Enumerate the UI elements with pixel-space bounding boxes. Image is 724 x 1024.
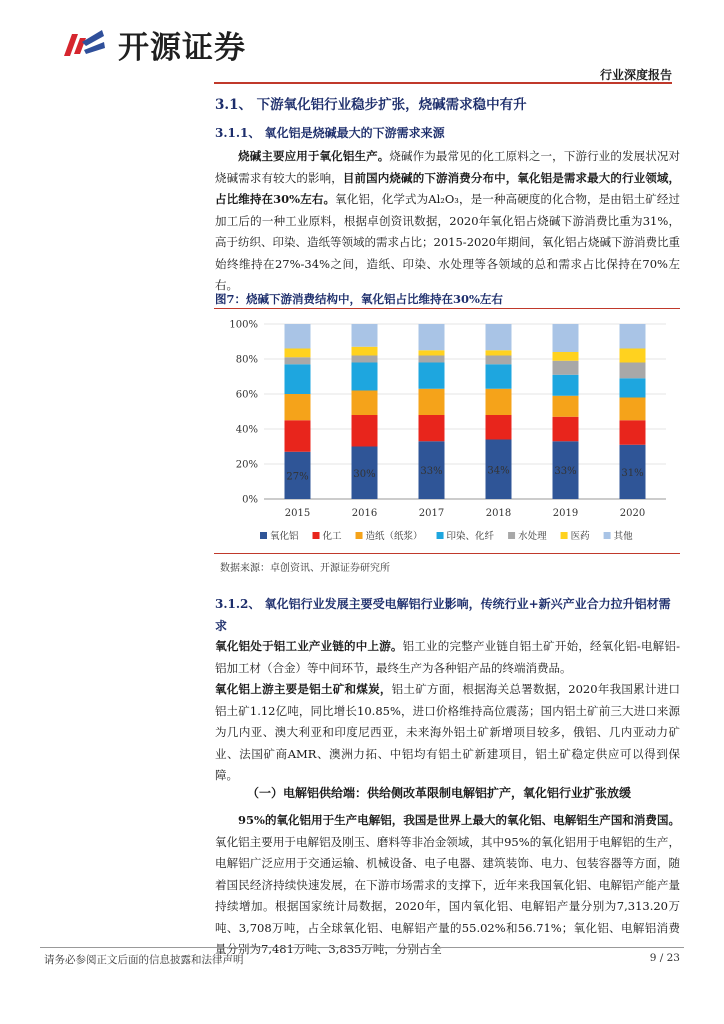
data-label: 27% — [286, 471, 309, 483]
bar-segment — [419, 363, 445, 389]
footer-divider — [40, 947, 684, 948]
figure-bottom-rule — [214, 553, 680, 554]
bar-segment — [285, 324, 311, 349]
y-tick-label: 100% — [229, 319, 258, 331]
x-tick-label: 2018 — [485, 508, 512, 519]
legend-label: 水处理 — [518, 531, 547, 542]
bar-segment — [419, 356, 445, 363]
data-label: 33% — [420, 466, 443, 478]
bar-segment — [486, 364, 512, 389]
y-tick-label: 60% — [235, 389, 258, 401]
bar-segment — [285, 349, 311, 358]
data-label: 30% — [353, 468, 376, 480]
x-tick-label: 2020 — [619, 508, 646, 519]
legend-label: 其他 — [613, 531, 633, 542]
legend-label: 医药 — [570, 531, 590, 542]
bar-segment — [486, 324, 512, 350]
bar-segment — [285, 420, 311, 452]
legend-swatch — [437, 532, 444, 539]
bar-segment — [620, 324, 646, 349]
text-run: 氧化铝，化学式为Al₂O₃，是一种高硬度的化合物，是由铝土矿经过加工后的一种工业原料，根据卓创资讯数据，2020年氧化铝占烧碱下游消费比重为31%，高于纺织、印染、造纸等领域的需求占比；2015-2020年期间，氧化铝占烧碱下游消费比重始终维持在27%-34%之间，造纸、印染、水处理等各领域的总和需求占比保持在70%左右。 — [215, 192, 680, 292]
bar-segment — [553, 396, 579, 417]
legend-swatch — [260, 532, 267, 539]
legend-label: 化工 — [322, 531, 342, 542]
y-tick-label: 80% — [235, 354, 258, 366]
bar-segment — [486, 356, 512, 365]
bar-segment — [352, 324, 378, 347]
paragraph-1 — [215, 146, 680, 297]
bar-segment — [486, 415, 512, 440]
sub-heading: （一）电解铝供给端：供给侧改革限制电解铝扩产，氧化铝行业扩张放缓 — [247, 786, 632, 800]
bar-segment — [352, 347, 378, 356]
bar-segment — [553, 352, 579, 361]
bar-segment — [285, 364, 311, 394]
legend-swatch — [561, 532, 568, 539]
stacked-bar-chart — [214, 310, 680, 550]
report-type-label: 行业深度报告 — [599, 68, 672, 82]
bar-segment — [486, 350, 512, 355]
y-tick-label: 40% — [235, 424, 258, 436]
bar-segment — [419, 389, 445, 415]
figure-top-rule — [214, 308, 680, 309]
text-run: 目前国内烧碱的下游消费分布中，氧化铝是需求最大的行业领域，占比维持在30%左右。 — [215, 170, 681, 206]
legend-swatch — [604, 532, 611, 539]
subsection-heading-2: 3.1.2、 氧化铝行业发展主要受电解铝行业影响，传统行业+新兴产业合力拉升铝材需求 — [215, 597, 671, 633]
bar-segment — [620, 363, 646, 379]
legend-label: 造纸（纸浆） — [365, 531, 423, 542]
text-run: 烧碱主要应用于氧化铝生产。 — [238, 149, 390, 163]
bar-segment — [352, 391, 378, 416]
figure-source: 数据来源：卓创资讯、开源证券研究所 — [220, 563, 390, 574]
x-tick-label: 2017 — [418, 508, 445, 519]
bar-segment — [419, 350, 445, 355]
y-tick-label: 0% — [242, 494, 258, 506]
x-tick-label: 2019 — [552, 508, 579, 519]
bar-segment — [553, 361, 579, 375]
bar-segment — [352, 356, 378, 363]
bar-segment — [486, 389, 512, 415]
y-tick-label: 20% — [235, 459, 258, 471]
data-label: 34% — [487, 465, 510, 477]
bar-segment — [620, 378, 646, 397]
x-tick-label: 2016 — [351, 508, 378, 519]
bar-segment — [620, 420, 646, 445]
legend-label: 印染、化纤 — [446, 531, 495, 542]
section-heading: 3.1、 下游氧化铝行业稳步扩张，烧碱需求稳中有升 — [215, 97, 527, 113]
subsection-heading: 3.1.1、 氧化铝是烧碱最大的下游需求来源 — [215, 126, 445, 140]
company-name: 开源证券 — [118, 30, 246, 66]
text-run: 烧碱作为最常见的化工原料之一，下游行业的发展状况对烧碱需求有较大的影响， — [215, 149, 680, 185]
text-run: 铝土矿方面，根据海关总署数据，2020年我国累计进口铝土矿1.12亿吨，同比增长10.85%，进口价格维持高位震荡；国内铝土矿前三大进口来源为几内亚、澳大利亚和印度尼西亚，未来海外铝土矿新增项目较多，俄铝、几内亚动力矿业、法国矿商AMR、澳洲力拓、中铝均有铝土矿新建项目，铝土矿稳定供应可以得到保障。 — [215, 682, 681, 782]
legend-label: 氧化铝 — [270, 531, 299, 542]
bar-segment — [553, 375, 579, 396]
bar-segment — [352, 363, 378, 391]
header-divider — [214, 82, 672, 84]
legend-swatch — [356, 532, 363, 539]
company-logo-icon — [58, 24, 108, 64]
bar-segment — [419, 324, 445, 350]
text-run: 氧化铝处于铝工业产业链的中上游。 — [215, 639, 403, 653]
bar-segment — [553, 417, 579, 442]
text-run: 铝工业的完整产业链自铝土矿开始，经氧化铝-电解铝-铝加工材（合金）等中间环节，最终生产为各种铝产品的终端消费品。 — [215, 639, 680, 675]
x-tick-label: 2015 — [284, 508, 311, 519]
text-run: 氧化铝主要用于电解铝及刚玉、磨料等非冶金领域，其中95%的氧化铝用于电解铝的生产，电解铝广泛应用于交通运输、机械设备、电子电器、建筑装饰、电力、包装容器等方面，随着国民经济持续快速发展，在下游市场需求的支撑下，近年来我国氧化铝、电解铝产能产量持续增加。根据国家统计局数据，2020年，国内氧化铝、电解铝产量分别为7,313.20万吨、3,708万吨，占全球氧化铝、电解铝产量的55.02%和56.71%；氧化铝、电解铝消费量分别为7,481万吨、3,835万吨，分别占全 — [215, 834, 680, 956]
bar-segment — [419, 415, 445, 441]
paragraph-2 — [215, 636, 680, 787]
bar-segment — [285, 357, 311, 364]
legend-swatch — [508, 532, 515, 539]
bar-segment — [285, 394, 311, 420]
text-run: 氧化铝上游主要是铝土矿和煤炭， — [215, 682, 392, 696]
data-label: 31% — [621, 467, 644, 479]
text-run: 95%的氧化铝用于生产电解铝，我国是世界上最大的氧化铝、电解铝生产国和消费国。 — [238, 813, 680, 827]
page-number: 9 / 23 — [649, 952, 680, 964]
bar-segment — [620, 349, 646, 363]
footer-disclaimer: 请务必参阅正文后面的信息披露和法律声明 — [44, 954, 244, 966]
paragraph-3 — [215, 810, 680, 961]
figure-title: 图7：烧碱下游消费结构中，氧化铝占比维持在30%左右 — [215, 292, 503, 306]
data-label: 33% — [554, 466, 577, 478]
bar-segment — [553, 324, 579, 352]
legend-swatch — [313, 532, 320, 539]
bar-segment — [620, 398, 646, 421]
bar-segment — [352, 415, 378, 447]
